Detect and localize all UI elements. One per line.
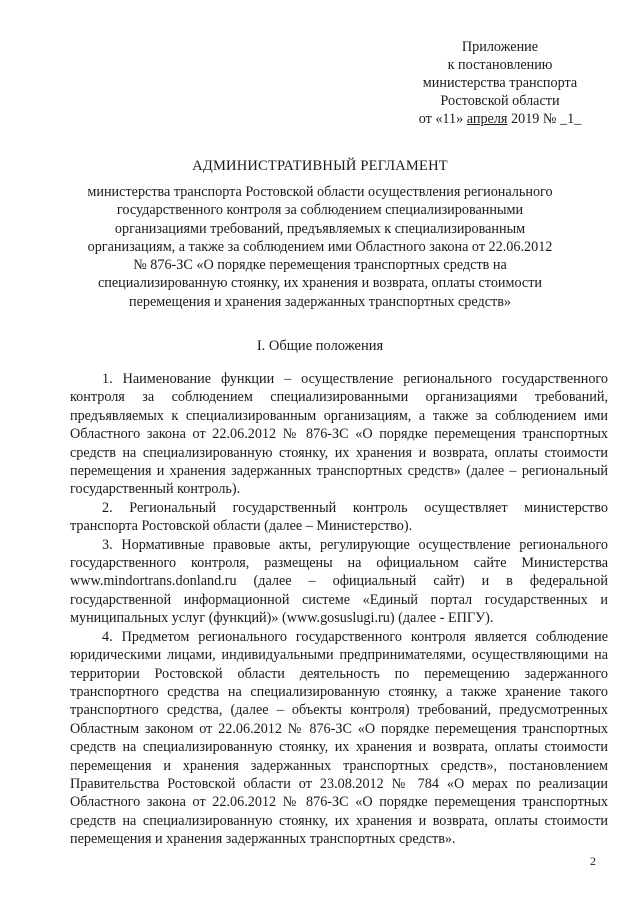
- annex-line-4: Ростовской области: [440, 93, 560, 109]
- document-title: АДМИНИСТРАТИВНЫЙ РЕГЛАМЕНТ: [192, 158, 448, 174]
- annex-date-prefix: от «11»: [418, 111, 467, 127]
- annex-number: _1_: [560, 111, 582, 127]
- paragraph-3: 3. Нормативные правовые акты, регулирующие осуществление регионального государственного контроля, размещены на официальном сайте Министерства www.mindortrans.donland.ru (далее – официальный сайт) и в федеральной государственной информационной системе «Единый портал государственных и муниципальных услуг (функций)» (www.gosuslugi.ru) (далее - ЕПГУ).: [70, 536, 608, 627]
- annex-date-line: [390, 110, 610, 128]
- document-body: [70, 370, 608, 849]
- section-heading: I. Общие положения: [256, 338, 384, 354]
- annex-line-3: министерства транспорта: [422, 75, 578, 91]
- annex-line-1: Приложение: [461, 39, 539, 55]
- annex-block: [390, 38, 610, 128]
- page-number: 2: [590, 854, 596, 868]
- annex-line-2: к постановлению: [447, 57, 553, 73]
- annex-date-month: апреля: [466, 111, 508, 127]
- paragraph-1: 1. Наименование функции – осуществление регионального государственного контроля за соблюдением специализированными организациями требований, предъявляемых к специализированным организациям, а также за соблюдением ими Областного закона от 22.06.2012 № 876-ЗС «О порядке перемещения транспортных средств на специализированную стоянку, их хранения и возврата, оплаты стоимости перемещения и хранения задержанных транспортных средств» (далее – региональный государственный контроль).: [70, 371, 608, 498]
- paragraph-4: 4. Предметом регионального государственного контроля является соблюдение юридическими лицами, индивидуальными предпринимателями, осуществляющими на территории Ростовской области деятельность по перемещению задержанного транспортного средства на специализированную стоянку, а также хранение такого транспортного средства, (далее – объекты контроля) требований, предусмотренных Областным законом от 22.06.2012 № 876-ЗС «О порядке перемещения транспортных средств на специализированную стоянку, их хранения и возврата, оплаты стоимости перемещения и хранения задержанных транспортных средств», постановлением Правительства Ростовской области от 23.08.2012 № 784 «О мерах по реализации Областного закона от 22.06.2012 № 876-ЗС «О порядке перемещения транспортных средств на специализированную стоянку, их хранения и возврата, оплаты стоимости перемещения и хранения задержанных транспортных средств».: [70, 628, 608, 848]
- paragraph-2: 2. Региональный государственный контроль осуществляет министерство транспорта Ростовской области (далее – Министерство).: [70, 499, 608, 535]
- annex-date-rest: 2019 №: [507, 111, 561, 127]
- document-subtitle: министерства транспорта Ростовской области осуществления регионального государственного контроля за соблюдением специализированными организациями требований, предъявляемых к специализированным организациям, а также за соблюдением ими Областного закона от 22.06.2012 № 876-ЗС «О порядке перемещения транспортных средств на специализированную стоянку, их хранения и возврата, оплаты стоимости перемещения и хранения задержанных транспортных средств»: [87, 184, 553, 310]
